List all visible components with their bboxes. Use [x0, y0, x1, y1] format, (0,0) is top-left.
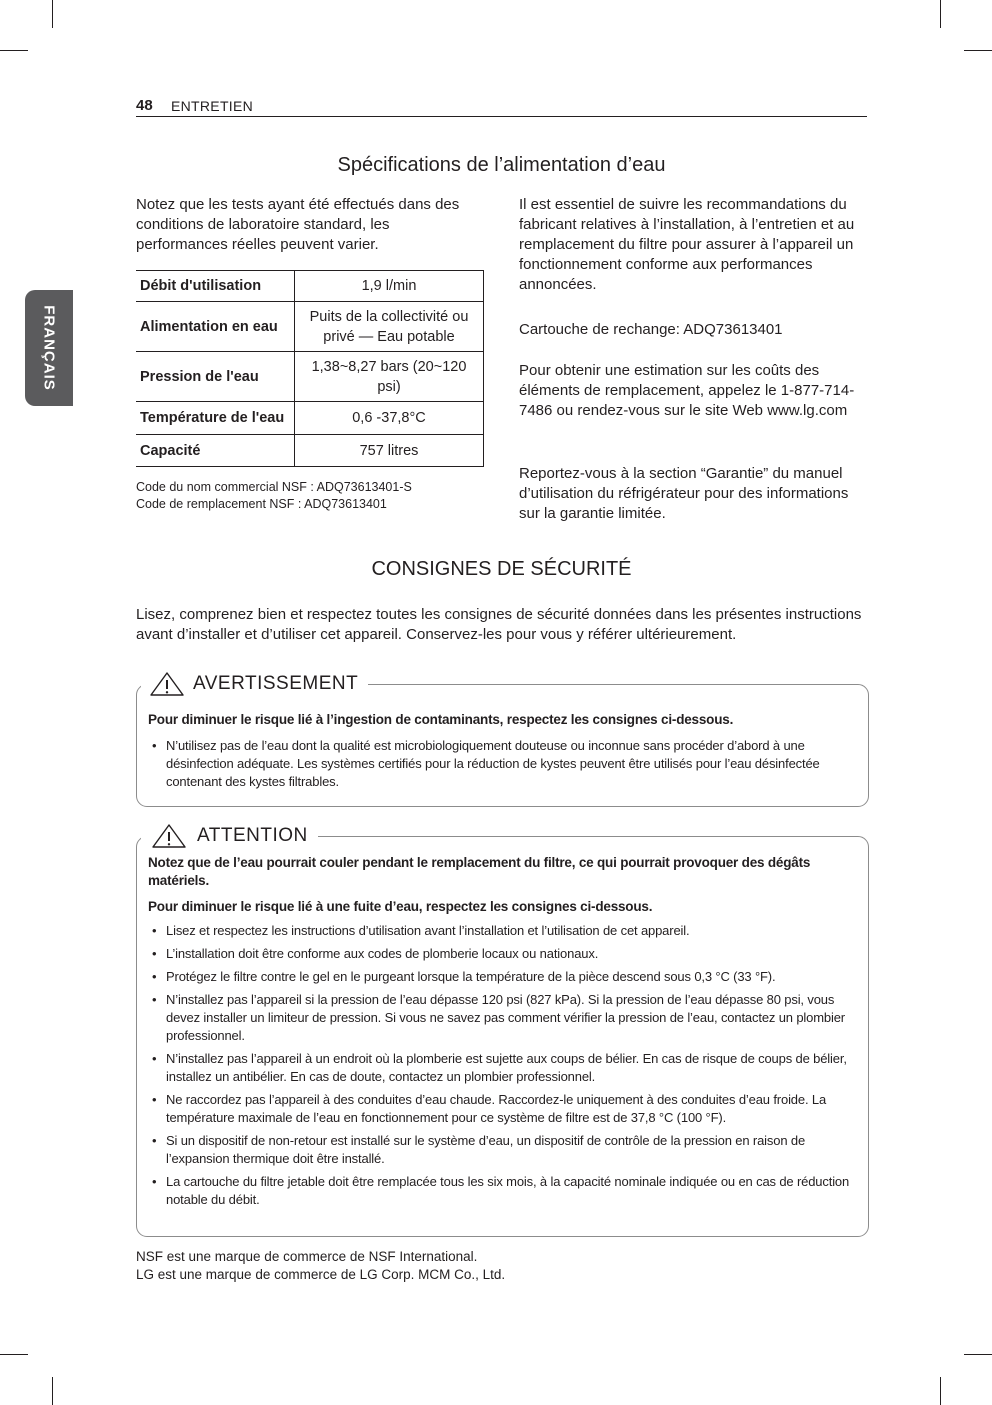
- warranty-text: Reportez-vous à la section “Garantie” du manuel d’utilisation du réfrigérateur pour des informations sur la garantie limitée.: [519, 465, 849, 522]
- crop-mark: [0, 50, 28, 51]
- table-row: [136, 302, 484, 352]
- list-item: • Si un dispositif de non-retour est installé sur le système d’eau, un dispositif de contrôle de la pression en raison de l’expansion thermique doit être installé.: [148, 1132, 860, 1168]
- list-item: • L’installation doit être conforme aux codes de plomberie locaux ou nationaux.: [148, 945, 860, 963]
- page-number: 48: [136, 97, 153, 114]
- caution-triangle-icon: [149, 823, 189, 849]
- crop-mark: [52, 0, 53, 28]
- page-header: [136, 96, 867, 117]
- spec-value: 757 litres: [295, 435, 484, 467]
- language-tab-label: FRANÇAIS: [40, 305, 58, 391]
- nsf-replacement-code: Code de remplacement NSF : ADQ73613401: [136, 497, 387, 511]
- recommendation-text: Il est essentiel de suivre les recommandations du fabricant relatives à l’installation, à l’entretien et au remplacement du filtre pour assurer à l’appareil un fonctionnement conforme aux performances annoncées.: [519, 196, 855, 293]
- nsf-commercial-code: Code du nom commercial NSF : ADQ73613401-S: [136, 480, 412, 494]
- water-specs-title: Spécifications de l’alimentation d’eau: [337, 154, 666, 176]
- crop-mark: [964, 1354, 992, 1355]
- list-item: • Ne raccordez pas l’appareil à des conduites d’eau chaude. Raccordez-le uniquement à des conduites d’eau froide. La température maximale de l’eau en fonctionnement pour ce système de filtre est de 37,8 °C (100 °F).: [148, 1091, 860, 1127]
- spec-label: Pression de l'eau: [136, 352, 295, 402]
- warning-body: [148, 711, 860, 796]
- cost-estimate-text: Pour obtenir une estimation sur les coûts des éléments de remplacement, appelez le 1-877-714-7486 ou rendez-vous sur le site Web www.lg.com: [519, 362, 855, 419]
- warning-heading: Pour diminuer le risque lié à l’ingestion de contaminants, respectez les consignes ci-dessous.: [148, 712, 734, 727]
- spec-label: Température de l'eau: [136, 402, 295, 435]
- spec-value: 0,6 -37,8°C: [295, 402, 484, 435]
- table-row: [136, 402, 484, 435]
- spec-label: Capacité: [136, 435, 295, 467]
- spec-value: 1,38~8,27 bars (20~120 psi): [295, 352, 484, 402]
- trademark-notes: [136, 1248, 736, 1284]
- list-item: • La cartouche du filtre jetable doit être remplacée tous les six mois, à la capacité nominale indiquée ou en cas de réduction notable du débit.: [148, 1173, 860, 1209]
- cartridge-text: Cartouche de rechange: ADQ73613401: [519, 321, 783, 338]
- lg-trademark: LG est une marque de commerce de LG Corp. MCM Co., Ltd.: [136, 1267, 506, 1282]
- caution-header: [141, 823, 318, 849]
- caution-heading-1: Notez que de l’eau pourrait couler pendant le remplacement du filtre, ce qui pourrait provoquer des dégâts matériels.: [148, 855, 811, 888]
- caution-label: ATTENTION: [197, 825, 308, 846]
- caution-heading-2: Pour diminuer le risque lié à une fuite d’eau, respectez les consignes ci-dessous.: [148, 899, 653, 914]
- caution-body: [148, 854, 860, 1214]
- crop-mark: [940, 0, 941, 28]
- list-item: • N’installez pas l’appareil si la pression de l’eau dépasse 120 psi (827 kPa). Si la pression de l’eau dépasse 80 psi, vous devez installer un limiteur de pression. Si vous ne savez pas comment vérifier la pression de l’eau, contactez un plombier professionnel.: [148, 991, 860, 1045]
- spec-value: 1,9 l/min: [295, 271, 484, 302]
- table-row: [136, 435, 484, 467]
- spec-label: Débit d'utilisation: [136, 271, 295, 302]
- nsf-codes: [136, 479, 486, 513]
- list-item: • N’installez pas l’appareil à un endroit où la plomberie est sujette aux coups de bélier. En cas de risque de coups de bélier, installez un antibélier. En cas de doute, contactez un plombier professionnel.: [148, 1050, 860, 1086]
- table-row: [136, 271, 484, 302]
- warning-box: [136, 673, 869, 807]
- warning-header: [141, 671, 368, 697]
- caution-box: [136, 825, 869, 1237]
- warning-label: AVERTISSEMENT: [193, 673, 359, 694]
- crop-mark: [940, 1377, 941, 1405]
- spec-label: Alimentation en eau: [136, 302, 295, 352]
- list-item: • Lisez et respectez les instructions d’utilisation avant l’installation et l’utilisation de cet appareil.: [148, 922, 860, 940]
- safety-title: CONSIGNES DE SÉCURITÉ: [371, 558, 632, 580]
- nsf-trademark: NSF est une marque de commerce de NSF International.: [136, 1249, 478, 1264]
- table-row: [136, 352, 484, 402]
- language-tab: [25, 290, 73, 406]
- caution-list: [148, 922, 860, 1209]
- crop-mark: [0, 1354, 28, 1355]
- crop-mark: [52, 1377, 53, 1405]
- spec-value: Puits de la collectivité ou privé — Eau potable: [295, 302, 484, 352]
- warning-list: [148, 737, 860, 791]
- list-item: • N’utilisez pas de l’eau dont la qualité est microbiologiquement douteuse ou inconnue sans procéder d’abord à une désinfection adéquate. Les systèmes certifiés pour la réduction de kystes peuvent être utilisés pour l’eau désinfectée contenant des kystes filtrables.: [148, 737, 860, 791]
- warning-triangle-icon: [149, 671, 185, 697]
- list-item: • Protégez le filtre contre le gel en le purgeant lorsque la température de la pièce descend sous 0,3 °C (33 °F).: [148, 968, 860, 986]
- crop-mark: [964, 50, 992, 51]
- spec-table: [136, 270, 484, 467]
- safety-intro: Lisez, comprenez bien et respectez toutes les consignes de sécurité données dans les présentes instructions avant d’installer et d’utiliser cet appareil. Conservez-les pour vous y référer ultérieurement.: [136, 606, 862, 643]
- water-specs-intro: Notez que les tests ayant été effectués dans des conditions de laboratoire standard, les performances réelles peuvent varier.: [136, 196, 460, 253]
- section-title: ENTRETIEN: [171, 98, 254, 114]
